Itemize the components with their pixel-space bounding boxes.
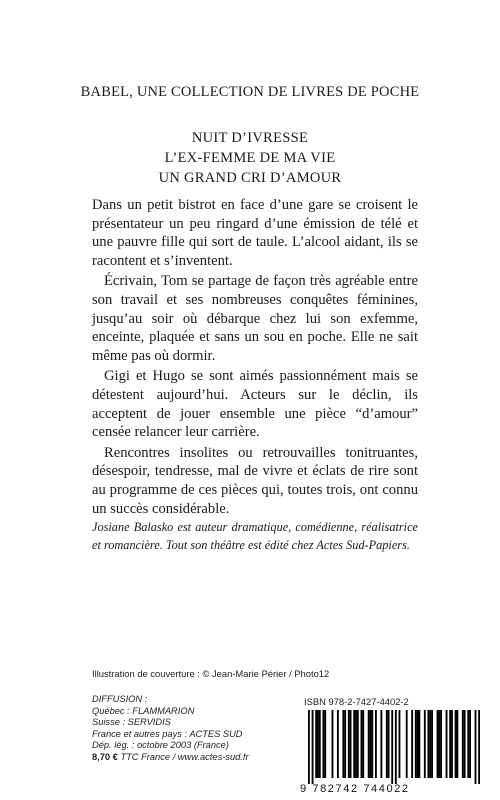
barcode-bar [342,710,344,778]
isbn: ISBN 978-2-7427-4402-2 [304,696,409,707]
barcode-bar [312,710,314,784]
barcode-bar [308,710,310,784]
barcode-bar [361,710,363,778]
barcode-bar [437,710,439,778]
barcode-bar [371,710,373,778]
collection-line: BABEL, UNE COLLECTION DE LIVRES DE POCHE [80,84,420,100]
barcode-image [308,710,480,784]
barcode-bar [446,710,448,778]
barcode [308,710,480,784]
barcode-bar [362,710,364,778]
barcode-bar [375,710,377,778]
barcode-bar [368,710,370,778]
barcode-bar [332,710,334,778]
author-note: Josiane Balasko est auteur dramatique, comédienne, réalisatrice et romancière. Tout son théâtre est édité chez Actes Sud-Papiers. [92,520,418,552]
barcode-bar [455,710,457,778]
barcode-bar [322,710,324,778]
barcode-bar [475,710,477,784]
barcode-bar [467,710,469,778]
barcode-bar [456,710,458,778]
barcode-bar [424,710,426,778]
barcode-bar [411,710,413,778]
barcode-bar [429,710,431,778]
title-1: NUIT D’IVRESSE [191,130,309,146]
barcode-bar [418,710,420,778]
legal-deposit: Dép. lég. : octobre 2003 (France) [92,740,229,751]
cover-credit: Illustration de couverture : © Jean-Marie Périer / Photo12 [92,668,330,679]
play-titles [0,128,500,188]
barcode-bar [350,710,352,778]
title-3: UN GRAND CRI D’AMOUR [158,170,342,186]
barcode-bar [386,710,388,778]
price-value: 8,70 € [92,751,118,762]
barcode-bar [440,710,442,778]
blurb-paragraph-1: Dans un petit bistrot en face d’une gare se croisent le présentateur un peu ringard d’une émission de télé et une pauvre fille qui sort de taule. L’alcool aidant, ils se racontent et s’inventent. [92,197,418,269]
barcode-bar [391,710,393,784]
barcode-bar [357,710,359,778]
blurb-paragraph-4: Rencontres insolites ou retrouvailles tonitruantes, désespoir, tendresse, mal de vivre et éclats de rire sont au programme de ces pièces qui, toutes trois, ont connu un succès considérable. [92,444,418,517]
barcode-bar [451,710,453,778]
barcode-bar [388,710,390,778]
barcode-bar [478,710,480,784]
price-line [92,752,262,764]
barcode-bar [344,710,346,778]
barcode-bar [315,710,317,778]
barcode-bar [438,710,440,778]
blurb-paragraph-3: Gigi et Hugo se sont aimés passionnément mais se détestent aujourd’hui. Acteurs sur le déclin, ils acceptent de jouer ensemble une pièce “d’amour” censée relancer leur carrière. [92,368,418,441]
barcode-bar [348,710,350,778]
barcode-bar [464,710,466,778]
distribution-heading: DIFFUSION : [92,694,148,704]
distribution-france: France et autres pays : ACTES SUD [92,728,243,739]
barcode-bar [406,710,408,778]
barcode-bar [462,710,464,778]
price-rest: TTC France / www.actes-sud.fr [117,751,249,762]
barcode-bar [469,710,471,778]
barcode-bar [417,710,419,778]
barcode-bar [355,710,357,778]
barcode-bar [431,710,433,778]
distribution-info [92,694,262,764]
barcode-bar [380,710,382,778]
barcode-bar [395,710,397,784]
barcode-bar [370,710,372,778]
barcode-bar [427,710,429,778]
distribution-suisse: Suisse : SERVIDIS [92,717,171,728]
barcode-bar [337,710,339,778]
barcode-bar [317,710,319,778]
barcode-bar [399,710,401,778]
blurb [92,196,418,520]
barcode-bar [415,710,417,778]
barcode-bar [319,710,321,778]
distribution-quebec: Québec : FLAMMARION [92,705,195,716]
barcode-bar [449,710,451,778]
title-2: L’EX-FEMME DE MA VIE [164,150,336,166]
barcode-bar [324,710,326,778]
barcode-bar [353,710,355,778]
blurb-paragraph-2: Écrivain, Tom se partage de façon très agréable entre son travail et ses nombreuses conquêtes féminines, jusqu’au soir où débarque chez lui son exfemme, enceinte, plaquée et sans un sou en poche. Elle ne sait même pas où dormir. [92,273,418,364]
barcode-digits: 9 782742 744022 [300,783,410,795]
